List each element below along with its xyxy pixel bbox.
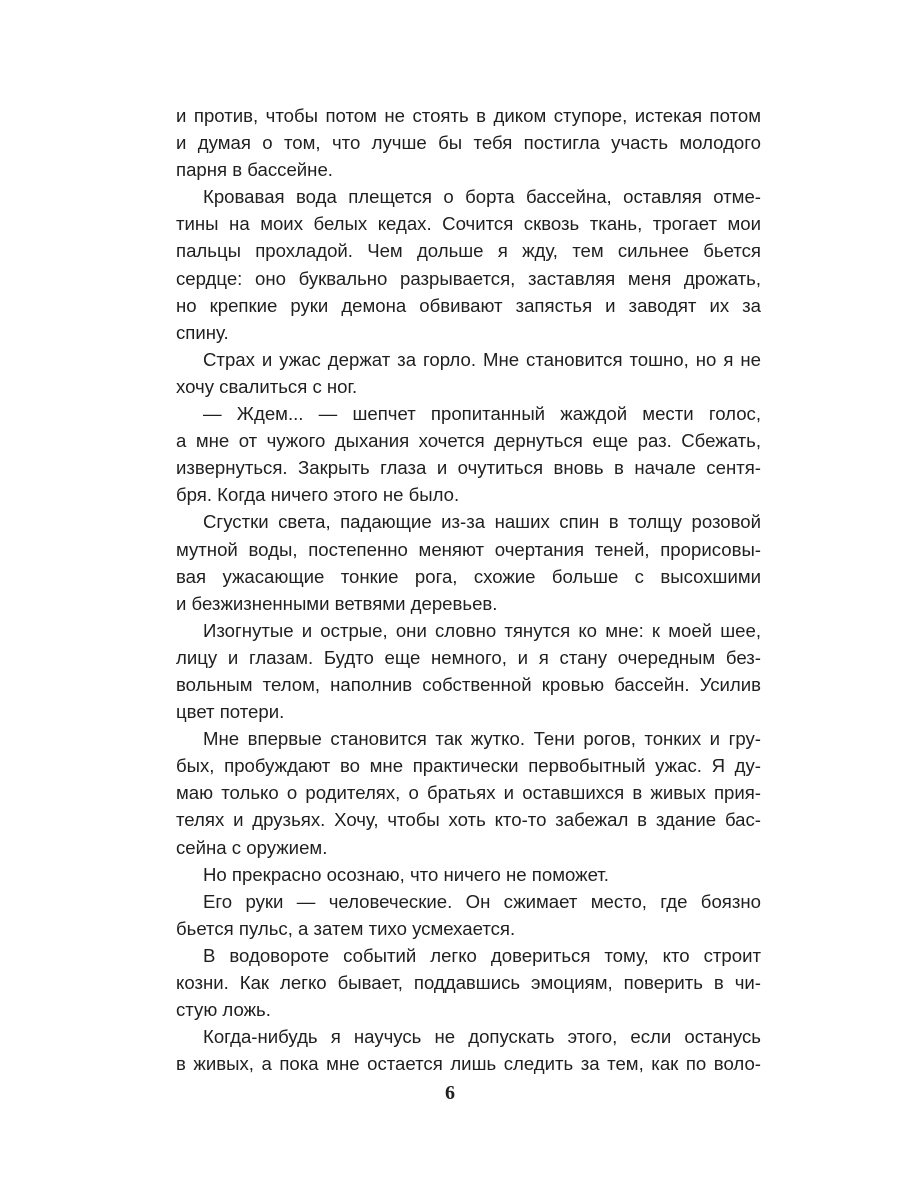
text-line: а мне от чужого дыхания хочется дернуться еще раз. Сбежать, bbox=[176, 430, 761, 452]
text-line: сейна с оружием. bbox=[176, 836, 328, 858]
text-line: — Ждем... — шепчет пропитанный жаждой мести голос, bbox=[203, 403, 761, 425]
text-line: хочу свалиться с ног. bbox=[176, 375, 358, 397]
text-line: но крепкие руки демона обвивают запястья и заводят их за bbox=[176, 294, 761, 316]
text-line: парня в бассейне. bbox=[176, 159, 333, 181]
text-line: и думая о том, что лучше бы тебя постигла участь молодого bbox=[176, 132, 761, 154]
text-line: телях и друзьях. Хочу, чтобы хоть кто-то забежал в здание бас- bbox=[176, 809, 761, 831]
text-line: извернуться. Закрыть глаза и очутиться вновь в начале сентя- bbox=[176, 457, 761, 479]
text-line: Изогнутые и острые, они словно тянутся ко мне: к моей шее, bbox=[203, 619, 761, 641]
text-line: Его руки — человеческие. Он сжимает место, где боязно bbox=[203, 890, 761, 912]
text-line: цвет потери. bbox=[176, 701, 285, 723]
text-line: и против, чтобы потом не стоять в диком ступоре, истекая потом bbox=[176, 105, 761, 126]
text-line: мутной воды, постепенно меняют очертания теней, прорисовы- bbox=[176, 538, 761, 560]
text-line: спину. bbox=[176, 321, 229, 343]
text-line: пальцы прохладой. Чем дольше я жду, тем сильнее бьется bbox=[176, 240, 761, 262]
text-line: и безжизненными ветвями деревьев. bbox=[176, 592, 498, 614]
text-line: бых, пробуждают во мне практически первобытный ужас. Я ду- bbox=[176, 755, 761, 777]
text-line: Но прекрасно осознаю, что ничего не поможет. bbox=[203, 863, 609, 885]
text-line: В водовороте событий легко довериться тому, кто строит bbox=[203, 944, 761, 966]
text-line: маю только о родителях, о братьях и оставшихся в живых прия- bbox=[176, 782, 761, 804]
text-line: Сгустки света, падающие из-за наших спин в толщу розовой bbox=[203, 511, 761, 533]
text-line: сердце: оно буквально разрывается, заставляя меня дрожать, bbox=[176, 267, 761, 289]
body-text bbox=[176, 102, 761, 1077]
text-line: Страх и ужас держат за горло. Мне становится тошно, но я не bbox=[203, 348, 761, 370]
text-line: Когда-нибудь я научусь не допускать этого, если останусь bbox=[203, 1026, 761, 1048]
text-line: Кровавая вода плещется о борта бассейна, оставляя отме- bbox=[203, 186, 761, 208]
text-line: бьется пульс, а затем тихо усмехается. bbox=[176, 917, 516, 939]
text-line: тины на моих белых кедах. Сочится сквозь ткань, трогает мои bbox=[176, 213, 761, 235]
text-line: козни. Как легко бывает, поддавшись эмоциям, поверить в чи- bbox=[176, 972, 761, 993]
text-line: стую ложь. bbox=[176, 999, 271, 1021]
text-line: вольным телом, наполнив собственной кровью бассейн. Усилив bbox=[176, 673, 761, 695]
text-line: вая ужасающие тонкие рога, схожие больше с высохшими bbox=[176, 565, 761, 587]
text-line: лицу и глазам. Будто еще немного, и я стану очередным без- bbox=[176, 646, 761, 668]
text-line: в живых, а пока мне остается лишь следить за тем, как по воло- bbox=[176, 1053, 761, 1075]
text-line: Мне впервые становится так жутко. Тени рогов, тонких и гру- bbox=[203, 728, 761, 750]
page-number: 6 bbox=[445, 1082, 455, 1104]
text-line: бря. Когда ничего этого не было. bbox=[176, 484, 460, 506]
